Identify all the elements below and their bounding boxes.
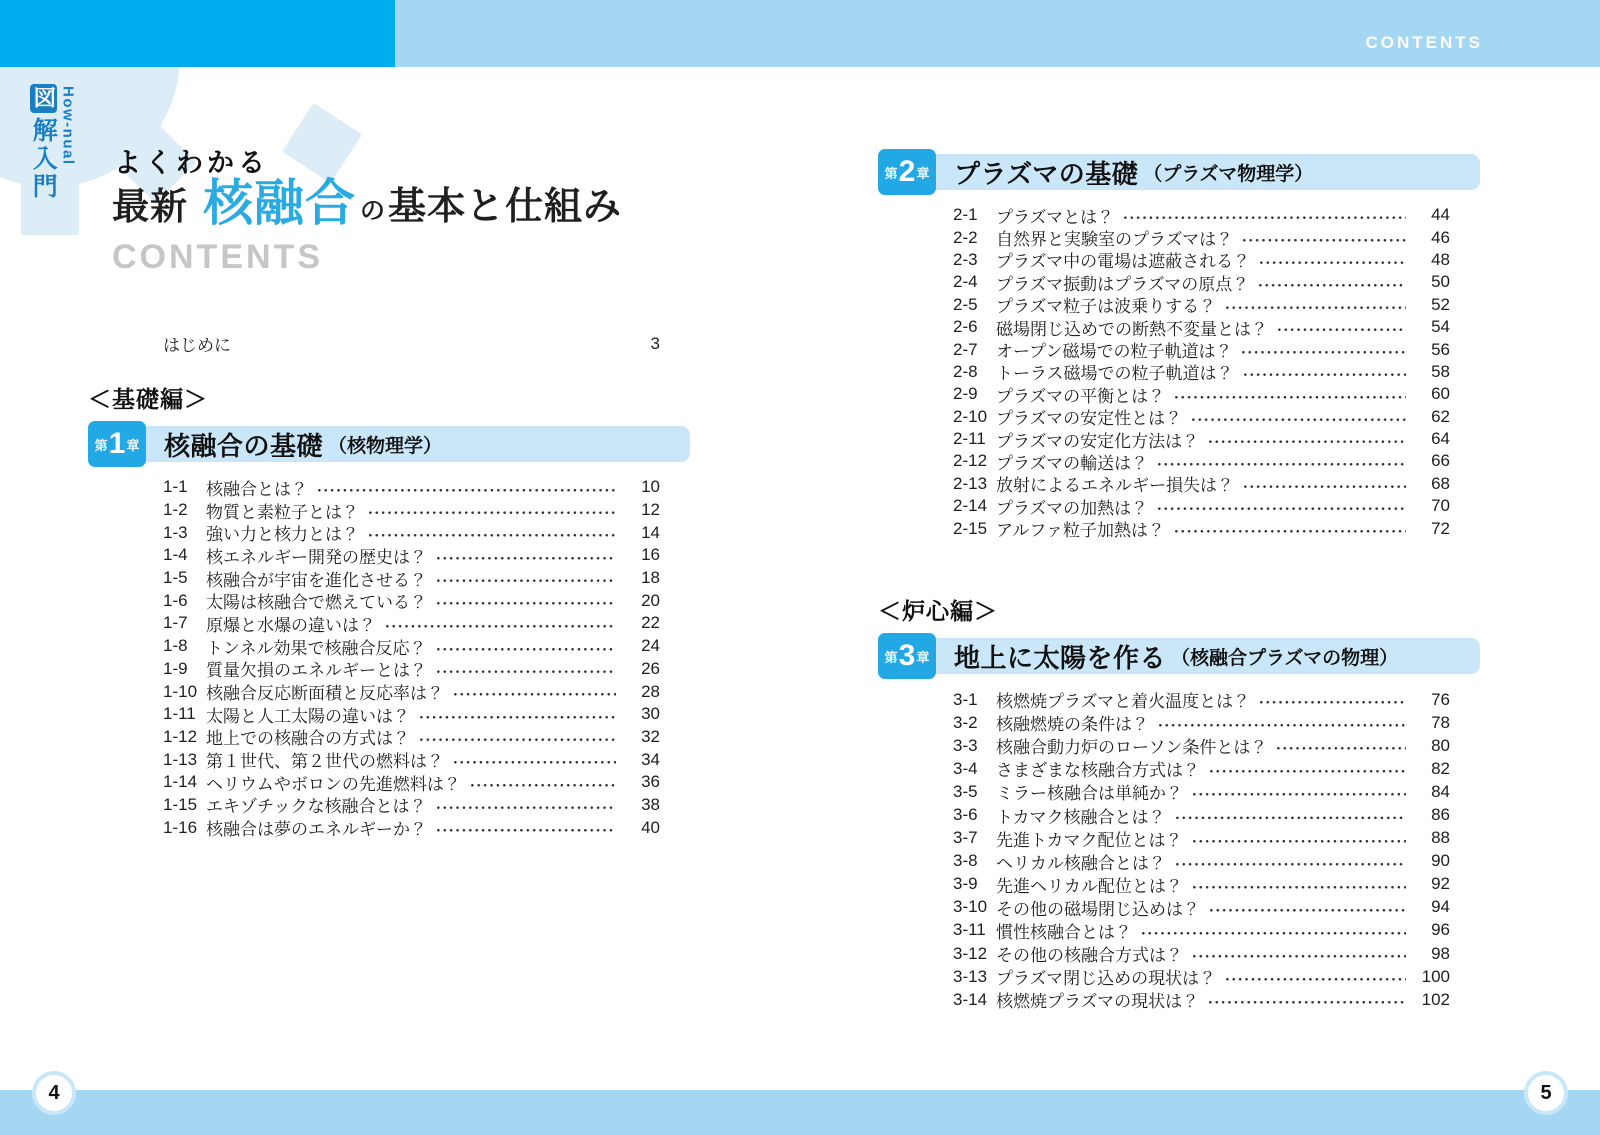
dot-leader (1193, 873, 1406, 896)
toc-item-title: ヘリウムやボロンの先進燃料は？ (206, 774, 461, 794)
toc-item-number: 1-12 (163, 726, 198, 746)
toc-item-number: 1-4 (163, 545, 188, 565)
toc-item (163, 680, 660, 703)
toc-item-number: 2-12 (953, 451, 988, 471)
running-head-contents: CONTENTS (1365, 33, 1483, 52)
chapter-2-badge (878, 149, 936, 195)
chapter-3-title: 地上に太陽を作る (954, 642, 1167, 673)
dot-leader (1193, 942, 1406, 965)
toc-item (953, 734, 1450, 757)
dot-leader (420, 703, 616, 726)
toc-item-number: 2-3 (953, 249, 978, 269)
chapter-1-subtitle: （核物理学） (328, 435, 443, 457)
chapter-badge-prefix: 第 (94, 437, 108, 453)
top-band-left (0, 0, 395, 67)
chapter-2-title: プラズマの基礎 (954, 158, 1139, 189)
toc-item (163, 816, 660, 839)
toc-item-number: 3-11 (953, 920, 986, 940)
toc-item (163, 658, 660, 681)
chapter-3-block (878, 593, 1482, 1011)
toc-item (953, 428, 1450, 450)
chapter-2-title-bar (928, 154, 1480, 190)
toc-item-page: 14 (641, 522, 660, 542)
top-band-right (395, 0, 1600, 67)
series-name-english: How-nual (59, 86, 77, 166)
toc-item-title: その他の磁場閉じ込めは？ (996, 899, 1200, 919)
page-number-left: 4 (32, 1071, 76, 1115)
dot-leader (1259, 271, 1406, 293)
dot-leader (437, 589, 616, 612)
toc-item (953, 361, 1450, 383)
chapter-3-subtitle: （核融合プラズマの物理） (1171, 647, 1399, 669)
toc-item-title: 核融合が宇宙を進化させる？ (206, 570, 427, 590)
book-title-suffix: 基本と仕組み (388, 186, 623, 228)
toc-item-title: 核燃焼プラズマと着火温度とは？ (996, 692, 1251, 712)
toc-item-title: ヘリカル核融合とは？ (996, 853, 1166, 873)
toc-item (953, 873, 1450, 896)
toc-item-number: 1-8 (163, 636, 188, 656)
toc-item (163, 771, 660, 794)
toc-item-page: 92 (1431, 874, 1450, 894)
toc-item-title: プラズマの平衡とは？ (996, 386, 1166, 406)
toc-item-number: 3-12 (953, 943, 988, 963)
toc-item (953, 383, 1450, 405)
contents-heading: CONTENTS (112, 238, 323, 276)
toc-item-number: 2-14 (953, 496, 988, 516)
dot-leader (386, 612, 616, 635)
toc-item (163, 499, 660, 522)
toc-item-title: 核燃焼プラズマの現状は？ (996, 992, 1200, 1012)
toc-item-page: 84 (1431, 781, 1450, 801)
toc-item-number: 2-5 (953, 294, 978, 314)
toc-item-page: 12 (641, 500, 660, 520)
toc-item-title: プラズマの安定化方法は？ (996, 431, 1200, 451)
toc-item-page: 22 (641, 613, 660, 633)
toc-item-title: プラズマ振動はプラズマの原点？ (996, 274, 1250, 294)
dot-leader (1209, 428, 1406, 450)
dot-leader (1209, 988, 1406, 1011)
toc-item-title: 磁場閉じ込めでの断熱不変量とは？ (996, 319, 1268, 339)
page-number-right: 5 (1524, 1071, 1568, 1115)
toc-item-page: 72 (1431, 518, 1450, 538)
book-title-particle: の (360, 197, 386, 225)
series-name-rest: 解入門 (29, 117, 58, 201)
toc-item-page: 34 (641, 749, 660, 769)
toc-item-page: 38 (641, 794, 660, 814)
chapter-badge-number: 3 (898, 639, 916, 672)
dot-leader (1244, 361, 1407, 383)
dot-leader (1192, 406, 1406, 428)
chapter-1-title-bar (138, 426, 690, 462)
toc-item-number: 1-10 (163, 681, 198, 701)
toc-item (953, 988, 1450, 1011)
toc-item (953, 942, 1450, 965)
toc-item (953, 896, 1450, 919)
dot-leader (369, 499, 616, 522)
toc-item-number: 2-8 (953, 361, 978, 381)
series-brand (30, 84, 76, 201)
toc-item-title: 先進ヘリカル配位とは？ (996, 876, 1183, 896)
toc-item-page: 48 (1431, 249, 1450, 269)
toc-item-number: 2-10 (953, 406, 988, 426)
dot-leader (1277, 734, 1406, 757)
toc-item-title: 自然界と実験室のプラズマは？ (996, 230, 1234, 250)
dot-leader (437, 816, 616, 839)
toc-item-number: 3-4 (953, 758, 978, 778)
toc-item (953, 204, 1450, 226)
chapter-2-items (878, 204, 1482, 540)
chapter-3-badge (878, 633, 936, 679)
toc-item (163, 726, 660, 749)
intro-label: はじめに (163, 336, 231, 355)
toc-item-title: プラズマとは？ (996, 207, 1115, 227)
toc-item (163, 567, 660, 590)
toc-item-title: トーラス磁場での粒子軌道は？ (996, 364, 1234, 384)
dot-leader (1158, 495, 1406, 517)
toc-item-page: 78 (1431, 712, 1450, 732)
toc-item-title: 慣性核融合とは？ (996, 922, 1132, 942)
toc-item-page: 60 (1431, 384, 1450, 404)
toc-item (953, 780, 1450, 803)
toc-item-page: 90 (1431, 851, 1450, 871)
toc-item-number: 3-3 (953, 735, 978, 755)
dot-leader (1175, 517, 1406, 539)
chapter-3-title-bar (928, 638, 1480, 674)
toc-item (953, 757, 1450, 780)
toc-item-page: 16 (641, 545, 660, 565)
toc-item-page: 58 (1431, 361, 1450, 381)
toc-item (953, 688, 1450, 711)
toc-item (953, 249, 1450, 271)
dot-leader (1226, 294, 1406, 316)
toc-item-title: 地上での核融合の方式は？ (206, 729, 410, 749)
dot-leader (1210, 757, 1406, 780)
dot-leader (369, 521, 616, 544)
dot-leader (1193, 827, 1407, 850)
toc-item-number: 3-7 (953, 828, 978, 848)
toc-item-page: 68 (1431, 473, 1450, 493)
toc-item-page: 94 (1431, 897, 1450, 917)
toc-item-page: 86 (1431, 805, 1450, 825)
toc-item-title: プラズマ閉じ込めの現状は？ (996, 969, 1217, 989)
toc-item-number: 1-11 (163, 704, 196, 724)
toc-item (953, 450, 1450, 472)
dot-leader (1210, 896, 1406, 919)
chapter-badge-number: 2 (898, 155, 916, 188)
dot-leader (437, 658, 616, 681)
toc-item-number: 1-14 (163, 772, 198, 792)
toc-item-page: 62 (1431, 406, 1450, 426)
toc-item-page: 24 (641, 636, 660, 656)
toc-item-number: 3-5 (953, 781, 978, 801)
dot-leader (1260, 249, 1406, 271)
toc-item-title: 質量欠損のエネルギーとは？ (206, 661, 427, 681)
series-name-japanese (30, 84, 56, 201)
toc-item (953, 711, 1450, 734)
toc-item-title: 太陽は核融合で燃えている？ (206, 593, 427, 613)
chapter-1-items (88, 476, 692, 839)
toc-item (953, 965, 1450, 988)
toc-item (953, 338, 1450, 360)
chapter-1-badge (88, 421, 146, 467)
dot-leader (1158, 450, 1406, 472)
chapter-1-header (88, 421, 690, 467)
chapter-2-subtitle: （プラズマ物理学） (1143, 163, 1314, 185)
dot-leader (437, 544, 616, 567)
part-label-basics: ＜基礎編＞ (88, 386, 208, 412)
toc-item-title: プラズマの安定性とは？ (996, 409, 1183, 429)
toc-item-title: 太陽と人工太陽の違いは？ (206, 706, 410, 726)
toc-item (163, 476, 660, 499)
toc-item (953, 803, 1450, 826)
toc-item-page: 28 (641, 681, 660, 701)
toc-item-page: 54 (1431, 317, 1450, 337)
toc-item-number: 3-2 (953, 712, 978, 732)
dot-leader (437, 567, 616, 590)
toc-item (953, 316, 1450, 338)
toc-item-title: プラズマ粒子は波乗りする？ (996, 297, 1217, 317)
toc-item-title: 核融合動力炉のローソン条件とは？ (996, 738, 1268, 758)
toc-item-number: 1-16 (163, 817, 198, 837)
toc-item-title: 核エネルギー開発の歴史は？ (206, 547, 427, 567)
toc-item (953, 495, 1450, 517)
toc-item (953, 294, 1450, 316)
toc-item (163, 635, 660, 658)
chapter-1-block (88, 381, 692, 839)
toc-item-page: 70 (1431, 496, 1450, 516)
book-tagline: よくわかる (114, 148, 269, 178)
toc-item-title: アルファ粒子加熱は？ (996, 521, 1165, 541)
dot-leader (1226, 965, 1406, 988)
toc-item-number: 1-2 (163, 500, 188, 520)
dot-leader (1124, 204, 1406, 226)
toc-item-title: プラズマの輸送は？ (996, 454, 1149, 473)
dot-leader (1175, 383, 1406, 405)
toc-item-page: 18 (641, 568, 660, 588)
dot-leader (420, 726, 616, 749)
toc-item-title: ミラー核融合は単純か？ (996, 784, 1183, 804)
dot-leader (1159, 711, 1406, 734)
toc-item-number: 3-1 (953, 689, 978, 709)
toc-item-page: 44 (1431, 205, 1450, 225)
dot-leader (1142, 919, 1406, 942)
toc-item-page: 82 (1431, 758, 1450, 778)
toc-item (953, 850, 1450, 873)
bottom-band (0, 1090, 1600, 1135)
intro-row (163, 331, 660, 356)
toc-item-title: 核融合は夢のエネルギーか？ (206, 820, 427, 840)
toc-item-number: 1-3 (163, 522, 188, 542)
toc-item-number: 2-13 (953, 473, 988, 493)
toc-item-page: 26 (641, 658, 660, 678)
toc-item (953, 827, 1450, 850)
chapter-1-title: 核融合の基礎 (164, 430, 324, 461)
dot-leader (1278, 316, 1406, 338)
toc-item-number: 2-6 (953, 317, 978, 337)
chapter-badge-suffix: 章 (126, 437, 140, 453)
dot-leader (1176, 850, 1406, 873)
toc-item-page: 102 (1421, 989, 1450, 1009)
dot-leader (1176, 803, 1407, 826)
toc-item (163, 544, 660, 567)
toc-item-title: トカマク核融合とは？ (996, 807, 1166, 827)
toc-item-title: 第１世代、第２世代の燃料は？ (206, 752, 444, 772)
toc-item-number: 2-11 (953, 429, 986, 449)
chapter-badge-number: 1 (108, 427, 126, 460)
toc-item-number: 3-6 (953, 805, 978, 825)
toc-item-page: 46 (1431, 227, 1450, 247)
toc-item-title: プラズマ中の電場は遮蔽される？ (996, 252, 1251, 272)
dot-leader (437, 635, 617, 658)
toc-item-number: 3-13 (953, 966, 988, 986)
toc-item-page: 66 (1431, 451, 1450, 471)
chapter-badge-suffix: 章 (916, 649, 930, 665)
toc-item-title: 先進トカマク配位とは？ (996, 830, 1183, 850)
toc-item-page: 98 (1431, 943, 1450, 963)
dot-leader (318, 476, 616, 499)
chapter-2-header (878, 149, 1480, 195)
toc-item-title: トンネル効果で核融合反応？ (206, 638, 427, 658)
toc-item-number: 3-10 (953, 897, 988, 917)
toc-item-page: 64 (1431, 429, 1450, 449)
toc-item (163, 748, 660, 771)
dot-leader (471, 771, 616, 794)
toc-item-page: 40 (641, 817, 660, 837)
toc-item-number: 2-2 (953, 227, 978, 247)
toc-item-number: 2-1 (953, 205, 978, 225)
dot-leader (454, 680, 616, 703)
book-title (112, 175, 623, 231)
chapter-3-items (878, 688, 1482, 1011)
toc-item-page: 100 (1421, 966, 1450, 986)
toc-item-number: 1-9 (163, 658, 188, 678)
dot-leader (454, 748, 616, 771)
toc-item-title: 原爆と水爆の違いは？ (206, 615, 376, 635)
toc-item-number: 1-1 (163, 477, 188, 497)
toc-item-number: 3-8 (953, 851, 978, 871)
toc-item-page: 52 (1431, 294, 1450, 314)
toc-item (163, 794, 660, 817)
toc-item-number: 2-7 (953, 339, 978, 359)
toc-item-number: 1-15 (163, 794, 198, 814)
toc-item-page: 56 (1431, 339, 1450, 359)
part-label-core: ＜炉心編＞ (878, 598, 998, 624)
toc-item (163, 589, 660, 612)
toc-item-title: 放射によるエネルギー損失は？ (996, 476, 1234, 496)
toc-item-title: プラズマの加熱は？ (996, 498, 1149, 518)
toc-item-title: 強い力と核力とは？ (206, 525, 359, 545)
toc-item-page: 20 (641, 590, 660, 610)
dot-leader (1260, 688, 1406, 711)
toc-item (953, 271, 1450, 293)
toc-item (163, 521, 660, 544)
chapter-badge-prefix: 第 (884, 649, 898, 665)
chapter-3-header (878, 633, 1480, 679)
toc-item-number: 2-9 (953, 384, 978, 404)
toc-item-number: 1-7 (163, 613, 188, 633)
dot-leader (1242, 338, 1406, 360)
toc-item (953, 919, 1450, 942)
toc-item-page: 88 (1431, 828, 1450, 848)
series-boxed-char: 図 (31, 86, 57, 111)
toc-item-page: 36 (641, 772, 660, 792)
toc-item-page: 76 (1431, 689, 1450, 709)
chapter-2-block (878, 149, 1482, 540)
dot-leader (1193, 780, 1406, 803)
toc-item-number: 3-9 (953, 874, 978, 894)
book-title-highlight: 核融合 (203, 175, 356, 231)
toc-item (953, 517, 1450, 539)
toc-item-title: さまざまな核融合方式は？ (996, 761, 1200, 781)
toc-item-number: 2-4 (953, 272, 978, 292)
chapter-badge-suffix: 章 (916, 165, 930, 181)
toc-item-title: 核融合反応断面積と反応率は？ (206, 684, 444, 704)
toc-item-title: 物質と素粒子とは？ (206, 502, 359, 522)
toc-item-page: 30 (641, 704, 660, 724)
toc-item-title: エキゾチックな核融合とは？ (206, 797, 427, 817)
toc-item-page: 80 (1431, 735, 1450, 755)
toc-item-title: 核融合とは？ (206, 479, 308, 499)
toc-item-number: 1-13 (163, 749, 198, 769)
toc-item-title: その他の核融合方式は？ (996, 946, 1183, 966)
toc-item-number: 1-6 (163, 590, 188, 610)
toc-item-page: 32 (641, 726, 660, 746)
toc-item-title: オープン磁場での粒子軌道は？ (996, 342, 1233, 362)
toc-item-number: 1-5 (163, 568, 188, 588)
toc-item-page: 10 (641, 477, 660, 497)
dot-leader (437, 794, 617, 817)
dot-leader (1243, 226, 1406, 248)
toc-item-title: 核融燃焼の条件は？ (996, 715, 1149, 735)
toc-item-number: 3-14 (953, 989, 988, 1009)
toc-item-page: 96 (1431, 920, 1450, 940)
toc-item-page: 50 (1431, 272, 1450, 292)
toc-item (163, 612, 660, 635)
chapter-badge-prefix: 第 (884, 165, 898, 181)
toc-item-number: 2-15 (953, 518, 988, 538)
dot-leader (1244, 473, 1406, 495)
toc-item (953, 473, 1450, 495)
book-title-prefix: 最新 (112, 186, 188, 227)
intro-page: 3 (650, 333, 660, 353)
toc-item (953, 406, 1450, 428)
toc-item (163, 703, 660, 726)
toc-item (953, 226, 1450, 248)
